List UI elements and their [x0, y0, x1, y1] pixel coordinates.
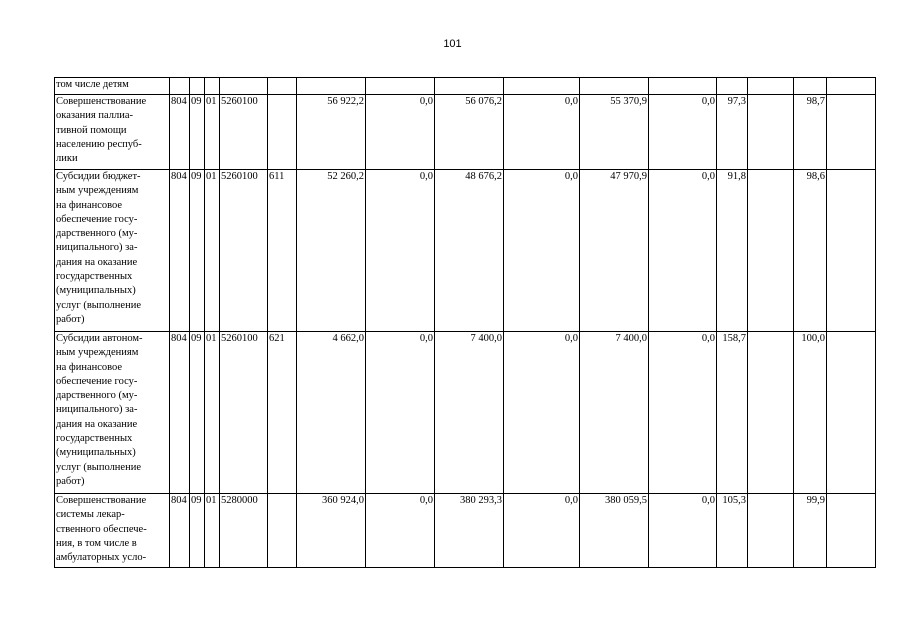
cell-section [190, 78, 205, 95]
cell-gov-code [170, 78, 190, 95]
cell-empty [827, 95, 876, 170]
cell-executed-total: 55 370,9 [580, 95, 649, 170]
cell-approved-total: 56 922,2 [297, 95, 366, 170]
cell-revised-total: 48 676,2 [435, 170, 504, 332]
cell-executed-federal: 0,0 [649, 170, 717, 332]
cell-name: Совершенствование системы лекар- ственного обеспече- ния, в том числе в амбулаторных усло- [55, 494, 170, 568]
cell-revised-federal: 0,0 [504, 494, 580, 568]
cell-executed-federal: 0,0 [649, 95, 717, 170]
cell-empty [748, 78, 794, 95]
cell-subsection: 01 [205, 95, 220, 170]
cell-percent-approved: 158,7 [717, 332, 748, 494]
cell-name: Субсидии бюджет- ным учреждениям на финансовое обеспечение госу- дарственного (му- ниципального) за- дания на оказание государственных (муниципальных) услуг (выполнение работ) [55, 170, 170, 332]
cell-empty [827, 494, 876, 568]
cell-executed-total: 380 059,5 [580, 494, 649, 568]
cell-approved-federal: 0,0 [366, 170, 435, 332]
cell-expense-type: 621 [268, 332, 297, 494]
page-number: 101 [443, 38, 462, 50]
cell-approved-total [297, 78, 366, 95]
cell-target-article: 5280000 [220, 494, 268, 568]
cell-percent-revised: 98,6 [794, 170, 827, 332]
cell-revised-total: 56 076,2 [435, 95, 504, 170]
cell-executed-federal: 0,0 [649, 332, 717, 494]
cell-section: 09 [190, 332, 205, 494]
cell-approved-total: 52 260,2 [297, 170, 366, 332]
cell-subsection: 01 [205, 494, 220, 568]
cell-empty [827, 170, 876, 332]
cell-section: 09 [190, 170, 205, 332]
cell-revised-federal: 0,0 [504, 170, 580, 332]
cell-name: Субсидии автоном- ным учреждениям на финансовое обеспечение госу- дарственного (му- ниципального) за- дания на оказание государственных (муниципальных) услуг (выполнение работ) [55, 332, 170, 494]
cell-target-article: 5260100 [220, 332, 268, 494]
cell-revised-federal [504, 78, 580, 95]
cell-executed-total: 47 970,9 [580, 170, 649, 332]
table-body [55, 78, 876, 568]
table-row [55, 170, 876, 332]
cell-percent-approved [717, 78, 748, 95]
cell-revised-total: 7 400,0 [435, 332, 504, 494]
cell-empty [748, 170, 794, 332]
cell-gov-code: 804 [170, 494, 190, 568]
cell-subsection [205, 78, 220, 95]
cell-empty [748, 494, 794, 568]
cell-approved-federal: 0,0 [366, 95, 435, 170]
cell-approved-federal: 0,0 [366, 494, 435, 568]
cell-percent-approved: 91,8 [717, 170, 748, 332]
cell-subsection: 01 [205, 332, 220, 494]
cell-expense-type [268, 78, 297, 95]
cell-expense-type [268, 494, 297, 568]
cell-empty [827, 332, 876, 494]
cell-expense-type [268, 95, 297, 170]
cell-empty [748, 332, 794, 494]
table-row [55, 78, 876, 95]
cell-executed-federal [649, 78, 717, 95]
cell-gov-code: 804 [170, 95, 190, 170]
cell-revised-total: 380 293,3 [435, 494, 504, 568]
cell-name: Совершенствование оказания паллиа- тивной помощи населению респуб- лики [55, 95, 170, 170]
cell-empty [748, 95, 794, 170]
cell-target-article: 5260100 [220, 95, 268, 170]
cell-target-article [220, 78, 268, 95]
cell-revised-federal: 0,0 [504, 95, 580, 170]
cell-percent-revised [794, 78, 827, 95]
cell-executed-total: 7 400,0 [580, 332, 649, 494]
cell-approved-federal [366, 78, 435, 95]
cell-gov-code: 804 [170, 170, 190, 332]
cell-executed-federal: 0,0 [649, 494, 717, 568]
cell-subsection: 01 [205, 170, 220, 332]
cell-target-article: 5260100 [220, 170, 268, 332]
table-row [55, 494, 876, 568]
cell-expense-type: 611 [268, 170, 297, 332]
cell-percent-approved: 105,3 [717, 494, 748, 568]
cell-approved-federal: 0,0 [366, 332, 435, 494]
cell-percent-revised: 98,7 [794, 95, 827, 170]
budget-table [54, 77, 876, 568]
cell-approved-total: 4 662,0 [297, 332, 366, 494]
cell-percent-approved: 97,3 [717, 95, 748, 170]
cell-revised-federal: 0,0 [504, 332, 580, 494]
cell-approved-total: 360 924,0 [297, 494, 366, 568]
cell-revised-total [435, 78, 504, 95]
cell-percent-revised: 100,0 [794, 332, 827, 494]
cell-executed-total [580, 78, 649, 95]
cell-section: 09 [190, 95, 205, 170]
cell-percent-revised: 99,9 [794, 494, 827, 568]
cell-section: 09 [190, 494, 205, 568]
table-row [55, 332, 876, 494]
table-row [55, 95, 876, 170]
cell-name: том числе детям [55, 78, 170, 95]
cell-empty [827, 78, 876, 95]
cell-gov-code: 804 [170, 332, 190, 494]
